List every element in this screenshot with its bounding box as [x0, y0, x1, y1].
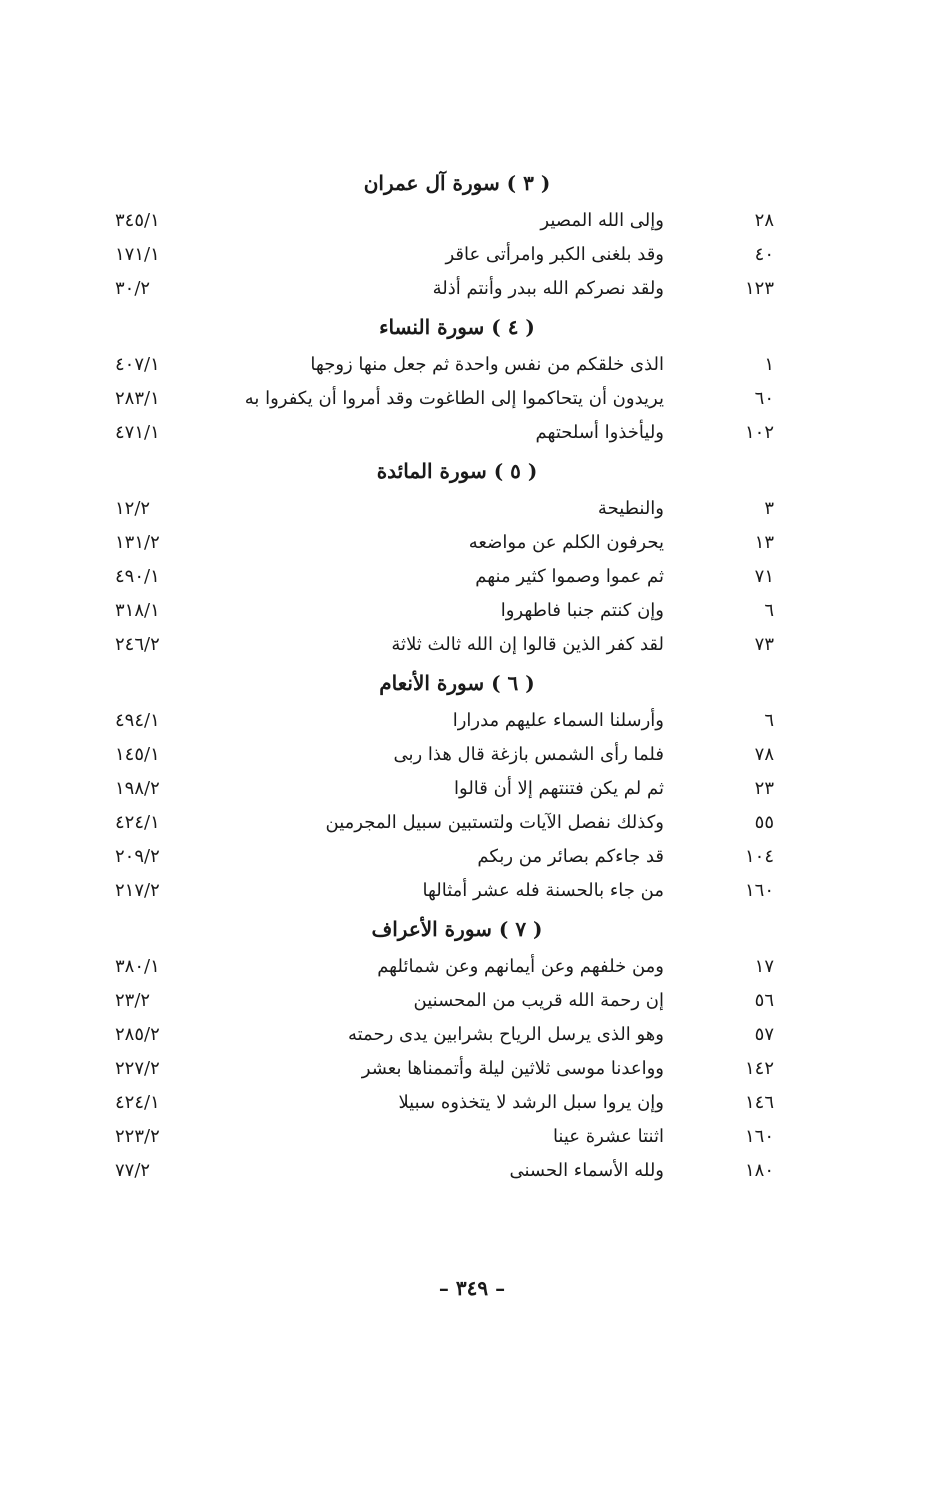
verse-number: ١٠٢ — [744, 422, 774, 443]
verse-row — [0, 560, 944, 594]
volume-page-reference: ٢٢٣/٢ — [115, 1126, 160, 1147]
verse-number: ٥٦ — [754, 990, 774, 1011]
verse-text: فلما رأى الشمس بازغة قال هذا ربى — [393, 744, 664, 765]
verse-text: وإن يروا سبل الرشد لا يتخذوه سبيلا — [398, 1092, 664, 1113]
verse-row — [0, 272, 944, 306]
surah-heading: ( ٧ ) سورة الأعراف — [371, 917, 543, 941]
verse-number: ١٨٠ — [744, 1160, 774, 1181]
verse-text: وأرسلنا السماء عليهم مدرارا — [452, 710, 664, 731]
volume-page-reference: ٣٨٠/١ — [115, 956, 160, 977]
surah-heading: ( ٦ ) سورة الأنعام — [379, 671, 535, 695]
volume-page-reference: ٤٠٧/١ — [115, 354, 160, 375]
verse-number: ١٤٦ — [744, 1092, 774, 1113]
verse-number: ٥٥ — [754, 812, 774, 833]
surah-heading: ( ٣ ) سورة آل عمران — [363, 171, 551, 195]
verse-row — [0, 806, 944, 840]
verse-text: يحرفون الكلم عن مواضعه — [468, 532, 664, 553]
index-content — [0, 162, 944, 1188]
verse-number: ١٦٠ — [744, 880, 774, 901]
volume-page-reference: ٣٤٥/١ — [115, 210, 160, 231]
verse-row — [0, 984, 944, 1018]
verse-row — [0, 628, 944, 662]
verse-number: ٧١ — [754, 566, 774, 587]
verse-text: إن رحمة الله قريب من المحسنين — [413, 990, 664, 1011]
verse-row — [0, 348, 944, 382]
verse-number: ٢٣ — [754, 778, 774, 799]
volume-page-reference: ٤٧١/١ — [115, 422, 160, 443]
verse-number: ١٣ — [754, 532, 774, 553]
verse-row — [0, 950, 944, 984]
verse-number: ١ — [764, 354, 774, 375]
volume-page-reference: ٤٩٠/١ — [115, 566, 160, 587]
volume-page-reference: ٣١٨/١ — [115, 600, 160, 621]
volume-page-reference: ٣٠/٢ — [115, 278, 151, 299]
verse-row — [0, 238, 944, 272]
verse-number: ٧٨ — [754, 744, 774, 765]
verse-text: ثم عموا وصموا كثير منهم — [475, 566, 664, 587]
volume-page-reference: ٢٣/٢ — [115, 990, 151, 1011]
volume-page-reference: ٢٨٣/١ — [115, 388, 160, 409]
verse-number: ١٠٤ — [744, 846, 774, 867]
verse-text: قد جاءكم بصائر من ربكم — [477, 846, 664, 867]
verse-number: ١٧ — [754, 956, 774, 977]
verse-row — [0, 874, 944, 908]
verse-row — [0, 772, 944, 806]
volume-page-reference: ٢٠٩/٢ — [115, 846, 160, 867]
volume-page-reference: ٧٧/٢ — [115, 1160, 151, 1181]
surah-section — [0, 454, 944, 662]
verse-text: ثم لم يكن فتنتهم إلا أن قالوا — [454, 778, 664, 799]
surah-section — [0, 912, 944, 1188]
volume-page-reference: ١٤٥/١ — [115, 744, 160, 765]
volume-page-reference: ٤٩٤/١ — [115, 710, 160, 731]
verse-text: وقد بلغنى الكبر وامرأتى عاقر — [445, 244, 664, 265]
surah-heading: ( ٤ ) سورة النساء — [379, 315, 535, 339]
volume-page-reference: ٢٢٧/٢ — [115, 1058, 160, 1079]
verse-text: ولله الأسماء الحسنى — [509, 1160, 664, 1181]
verse-number: ٧٣ — [754, 634, 774, 655]
verse-text: وإن كنتم جنبا فاطهروا — [500, 600, 664, 621]
surah-section — [0, 310, 944, 450]
verse-number: ٤٠ — [754, 244, 774, 265]
verse-text: ولقد نصركم الله ببدر وأنتم أذلة — [432, 278, 664, 299]
verse-row — [0, 526, 944, 560]
verse-number: ١٢٣ — [744, 278, 774, 299]
surah-section — [0, 166, 944, 306]
verse-row — [0, 1086, 944, 1120]
verse-row — [0, 704, 944, 738]
verse-text: يريدون أن يتحاكموا إلى الطاغوت وقد أمروا أن يكفروا به — [244, 388, 664, 409]
verse-number: ١٤٢ — [744, 1058, 774, 1079]
verse-number: ٦ — [764, 600, 774, 621]
verse-number: ٢٨ — [754, 210, 774, 231]
volume-page-reference: ٢٤٦/٢ — [115, 634, 160, 655]
volume-page-reference: ٢٨٥/٢ — [115, 1024, 160, 1045]
verse-row — [0, 1018, 944, 1052]
verse-row — [0, 204, 944, 238]
page-number: – ٣٤٩ – — [438, 1276, 506, 1300]
verse-text: وإلى الله المصير — [540, 210, 664, 231]
verse-row — [0, 1052, 944, 1086]
verse-text: وهو الذى يرسل الرياح بشرابين يدى رحمته — [347, 1024, 664, 1045]
verse-row — [0, 416, 944, 450]
volume-page-reference: ٢١٧/٢ — [115, 880, 160, 901]
verse-row — [0, 594, 944, 628]
verse-text: اثنتا عشرة عينا — [552, 1126, 664, 1147]
volume-page-reference: ١٩٨/٢ — [115, 778, 160, 799]
verse-text: ومن خلفهم وعن أيمانهم وعن شمائلهم — [377, 956, 664, 977]
verse-row — [0, 1120, 944, 1154]
verse-text: والنطيحة — [597, 498, 664, 519]
verse-text: من جاء بالحسنة فله عشر أمثالها — [422, 880, 664, 901]
verse-number: ١٦٠ — [744, 1126, 774, 1147]
verse-text: لقد كفر الذين قالوا إن الله ثالث ثلاثة — [391, 634, 664, 655]
volume-page-reference: ٤٢٤/١ — [115, 812, 160, 833]
volume-page-reference: ١٣١/٢ — [115, 532, 160, 553]
verse-text: وواعدنا موسى ثلاثين ليلة وأتممناها بعشر — [361, 1058, 664, 1079]
verse-row — [0, 738, 944, 772]
verse-number: ٦٠ — [754, 388, 774, 409]
verse-row — [0, 840, 944, 874]
verse-number: ٥٧ — [754, 1024, 774, 1045]
surah-section — [0, 666, 944, 908]
volume-page-reference: ٤٢٤/١ — [115, 1092, 160, 1113]
verse-row — [0, 1154, 944, 1188]
verse-number: ٦ — [764, 710, 774, 731]
verse-number: ٣ — [764, 498, 774, 519]
verse-text: الذى خلقكم من نفس واحدة ثم جعل منها زوجها — [310, 354, 664, 375]
surah-heading: ( ٥ ) سورة المائدة — [376, 459, 538, 483]
verse-row — [0, 492, 944, 526]
verse-text: وكذلك نفصل الآيات ولتستبين سبيل المجرمين — [325, 812, 664, 833]
verse-row — [0, 382, 944, 416]
volume-page-reference: ١٧١/١ — [115, 244, 160, 265]
verse-text: وليأخذوا أسلحتهم — [535, 422, 664, 443]
volume-page-reference: ١٢/٢ — [115, 498, 151, 519]
